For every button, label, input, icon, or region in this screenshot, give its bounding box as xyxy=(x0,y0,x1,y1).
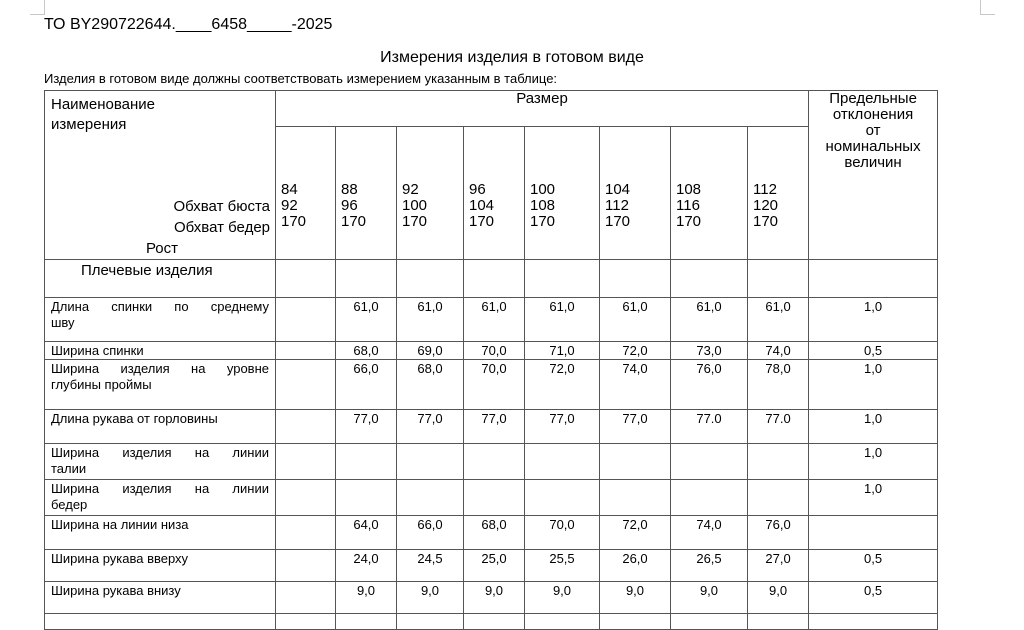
value-cell xyxy=(748,480,809,516)
table-row xyxy=(45,360,938,410)
deviation-cell: 1,0 xyxy=(809,298,938,342)
size-value: 104 xyxy=(605,180,631,198)
measurement-name: Ширина рукава внизу xyxy=(45,582,276,614)
document-code: ТО BY290722644.____6458_____-2025 xyxy=(44,16,333,33)
dimension-labels xyxy=(51,135,270,259)
value-cell: 24,0 xyxy=(336,550,397,582)
value-cell: 77,0 xyxy=(336,410,397,444)
dimension-bust: Обхват бюста xyxy=(173,198,270,215)
header-deviation: Предельные отклонения от номинальных величин xyxy=(809,91,938,260)
table-row xyxy=(45,550,938,582)
measurement-name: Ширина на линии низа xyxy=(45,516,276,550)
value-cell: 77,0 xyxy=(397,410,464,444)
page-title: Измерения изделия в готовом виде xyxy=(380,49,644,66)
value-cell: 72,0 xyxy=(600,516,671,550)
value-cell: 77.0 xyxy=(671,410,748,444)
table-row xyxy=(45,342,938,360)
value-cell: 26,5 xyxy=(671,550,748,582)
size-cell xyxy=(600,126,671,259)
value-cell xyxy=(464,480,525,516)
measurement-name: Длина спинки по среднему шву xyxy=(45,298,276,342)
value-cell xyxy=(525,480,600,516)
value-cell xyxy=(600,480,671,516)
size-cell xyxy=(276,126,336,259)
deviation-cell: 0,5 xyxy=(809,582,938,614)
size-cell xyxy=(671,126,748,259)
value-cell: 61,0 xyxy=(464,298,525,342)
size-value: 104 xyxy=(469,196,495,214)
size-value: 100 xyxy=(402,196,428,214)
measurements-table xyxy=(44,90,938,630)
value-cell: 74,0 xyxy=(671,516,748,550)
table-row xyxy=(45,410,938,444)
value-cell: 70,0 xyxy=(464,360,525,410)
size-value: 170 xyxy=(469,212,495,230)
value-cell: 74,0 xyxy=(748,342,809,360)
empty-row xyxy=(45,614,938,630)
size-value: 88 xyxy=(341,180,358,198)
value-cell: 9,0 xyxy=(600,582,671,614)
value-cell xyxy=(276,444,336,480)
value-cell xyxy=(336,444,397,480)
value-cell xyxy=(671,444,748,480)
value-cell xyxy=(397,480,464,516)
crop-mark-top-right xyxy=(980,0,995,15)
size-value: 100 xyxy=(530,180,556,198)
measurement-name: Ширина изделия на уровне глубины проймы xyxy=(45,360,276,410)
value-cell: 61,0 xyxy=(397,298,464,342)
table-row xyxy=(45,480,938,516)
value-cell: 68,0 xyxy=(336,342,397,360)
value-cell xyxy=(336,480,397,516)
size-value: 112 xyxy=(753,180,777,198)
deviation-cell: 1,0 xyxy=(809,360,938,410)
value-cell: 70,0 xyxy=(525,516,600,550)
table-row xyxy=(45,298,938,342)
deviation-cell: 0,5 xyxy=(809,342,938,360)
size-value: 120 xyxy=(753,196,779,214)
value-cell: 77,0 xyxy=(464,410,525,444)
measurement-name: Ширина изделия на линии талии xyxy=(45,444,276,480)
measurement-name: Ширина изделия на линии бедер xyxy=(45,480,276,516)
value-cell: 72,0 xyxy=(525,360,600,410)
value-cell: 66,0 xyxy=(336,360,397,410)
size-value: 92 xyxy=(402,180,419,198)
size-value: 170 xyxy=(530,212,556,230)
value-cell: 76,0 xyxy=(671,360,748,410)
value-cell xyxy=(276,550,336,582)
value-cell: 61,0 xyxy=(748,298,809,342)
value-cell: 77,0 xyxy=(525,410,600,444)
value-cell: 71,0 xyxy=(525,342,600,360)
value-cell: 61,0 xyxy=(525,298,600,342)
value-cell xyxy=(276,480,336,516)
value-cell: 68,0 xyxy=(397,360,464,410)
value-cell xyxy=(276,516,336,550)
size-value: 112 xyxy=(605,196,629,214)
value-cell xyxy=(276,582,336,614)
size-value: 170 xyxy=(753,212,779,230)
value-cell xyxy=(276,360,336,410)
value-cell: 77.0 xyxy=(748,410,809,444)
size-value: 170 xyxy=(402,212,428,230)
size-value: 170 xyxy=(676,212,702,230)
value-cell: 74,0 xyxy=(600,360,671,410)
table-row xyxy=(45,516,938,550)
size-cell xyxy=(748,126,809,259)
section-row xyxy=(45,260,938,298)
deviation-cell: 1,0 xyxy=(809,410,938,444)
header-size: Размер xyxy=(276,91,809,127)
value-cell xyxy=(276,298,336,342)
value-cell: 68,0 xyxy=(464,516,525,550)
deviation-cell: 0,5 xyxy=(809,550,938,582)
size-cell xyxy=(397,126,464,259)
value-cell: 25,0 xyxy=(464,550,525,582)
value-cell: 61,0 xyxy=(336,298,397,342)
header-name-label: Наименование измерения xyxy=(51,96,155,133)
value-cell: 9,0 xyxy=(464,582,525,614)
value-cell: 61,0 xyxy=(600,298,671,342)
deviation-cell: 1,0 xyxy=(809,444,938,480)
value-cell xyxy=(600,444,671,480)
value-cell: 25,5 xyxy=(525,550,600,582)
value-cell: 61,0 xyxy=(671,298,748,342)
value-cell xyxy=(397,444,464,480)
value-cell: 26,0 xyxy=(600,550,671,582)
deviation-cell: 1,0 xyxy=(809,480,938,516)
value-cell: 78,0 xyxy=(748,360,809,410)
value-cell: 72,0 xyxy=(600,342,671,360)
size-value: 96 xyxy=(469,180,486,198)
value-cell: 64,0 xyxy=(336,516,397,550)
measurement-name: Ширина спинки xyxy=(45,342,276,360)
dimension-height: Рост xyxy=(145,240,178,257)
header-row xyxy=(45,91,938,127)
value-cell: 73,0 xyxy=(671,342,748,360)
size-cell xyxy=(336,126,397,259)
value-cell: 77,0 xyxy=(600,410,671,444)
value-cell xyxy=(525,444,600,480)
size-value: 170 xyxy=(341,212,367,230)
size-value: 116 xyxy=(676,196,700,214)
measurement-name: Ширина рукава вверху xyxy=(45,550,276,582)
deviation-cell xyxy=(809,516,938,550)
value-cell: 69,0 xyxy=(397,342,464,360)
page-subtitle: Изделия в готовом виде должны соответствовать измерением указанным в таблице: xyxy=(44,71,558,86)
value-cell: 70,0 xyxy=(464,342,525,360)
size-value: 108 xyxy=(530,196,556,214)
value-cell xyxy=(671,480,748,516)
header-name-cell xyxy=(45,91,276,260)
value-cell: 24,5 xyxy=(397,550,464,582)
value-cell: 9,0 xyxy=(397,582,464,614)
value-cell: 27,0 xyxy=(748,550,809,582)
size-value: 170 xyxy=(605,212,631,230)
value-cell: 76,0 xyxy=(748,516,809,550)
value-cell: 9,0 xyxy=(525,582,600,614)
value-cell: 9,0 xyxy=(336,582,397,614)
size-value: 96 xyxy=(341,196,358,214)
size-value: 92 xyxy=(281,196,298,214)
crop-mark-top-left xyxy=(30,0,45,15)
value-cell: 9,0 xyxy=(671,582,748,614)
value-cell xyxy=(276,342,336,360)
size-value: 170 xyxy=(281,212,307,230)
size-value: 108 xyxy=(676,180,702,198)
value-cell xyxy=(464,444,525,480)
value-cell xyxy=(748,444,809,480)
value-cell xyxy=(276,410,336,444)
table-row xyxy=(45,582,938,614)
section-title: Плечевые изделия xyxy=(45,260,276,298)
dimension-hips: Обхват бедер xyxy=(174,219,270,236)
value-cell: 66,0 xyxy=(397,516,464,550)
measurement-name: Длина рукава от горловины xyxy=(45,410,276,444)
size-value: 84 xyxy=(281,180,298,198)
size-cell xyxy=(525,126,600,259)
table-row xyxy=(45,444,938,480)
value-cell: 9,0 xyxy=(748,582,809,614)
size-cell xyxy=(464,126,525,259)
